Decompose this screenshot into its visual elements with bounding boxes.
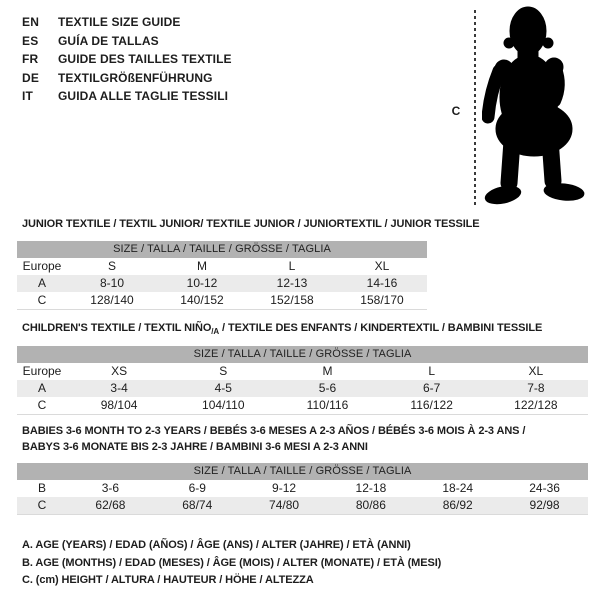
legend-notes bbox=[22, 537, 441, 590]
title-part: CHILDREN'S TEXTILE / TEXTIL NIÑO bbox=[22, 322, 212, 334]
cell: 158/170 bbox=[360, 293, 404, 307]
size-header-row bbox=[17, 346, 588, 363]
cell: 3-4 bbox=[67, 380, 171, 397]
cell: XL bbox=[528, 364, 544, 378]
cell: 8-10 bbox=[67, 275, 157, 292]
lang-code: ES bbox=[22, 33, 39, 48]
row-label: C bbox=[37, 293, 47, 307]
table-row bbox=[17, 380, 588, 397]
size-header-label: SIZE / TALLA / TAILLE / GRÖSSE / TAGLIA bbox=[17, 241, 427, 258]
cell: 74/80 bbox=[241, 497, 328, 515]
cell: 86/92 bbox=[414, 497, 501, 515]
lang-title: TEXTILGRÖßENFÜHRUNG bbox=[58, 70, 213, 85]
size-header-label: SIZE / TALLA / TAILLE / GRÖSSE / TAGLIA bbox=[17, 346, 588, 363]
lang-row-en bbox=[22, 13, 232, 32]
table-row bbox=[17, 363, 588, 380]
language-title-list bbox=[22, 13, 232, 106]
baby-figure bbox=[440, 0, 600, 215]
table-row bbox=[17, 480, 588, 497]
cell: 12-13 bbox=[247, 275, 337, 292]
cell: 68/74 bbox=[154, 497, 241, 515]
cell: 9-12 bbox=[272, 481, 297, 495]
lang-title: GUIDA ALLE TAGLIE TESSILI bbox=[58, 89, 229, 104]
cell: S bbox=[107, 259, 116, 273]
cell: L bbox=[428, 364, 435, 378]
cell: 5-6 bbox=[275, 380, 379, 397]
size-header-row bbox=[17, 241, 427, 258]
table-row bbox=[17, 258, 427, 275]
lang-row-it bbox=[22, 87, 232, 106]
cell: 152/158 bbox=[270, 293, 314, 307]
lang-title: GUÍA DE TALLAS bbox=[58, 33, 159, 48]
row-label: A bbox=[17, 275, 67, 292]
cell: 116/122 bbox=[410, 398, 453, 412]
title-part: / TEXTILE DES ENFANTS / KINDERTEXTIL / BAMBINI TESSILE bbox=[219, 322, 543, 334]
children-table-title bbox=[22, 320, 542, 340]
cell: L bbox=[288, 259, 296, 273]
row-label: A bbox=[17, 380, 67, 397]
lang-title: GUIDE DES TAILLES TEXTILE bbox=[58, 52, 232, 67]
cell: 3-6 bbox=[101, 481, 120, 495]
cell: 12-18 bbox=[355, 481, 387, 495]
table-row bbox=[17, 275, 427, 292]
table-row bbox=[17, 397, 588, 415]
height-measure-label: C bbox=[451, 104, 461, 118]
junior-size-table bbox=[17, 241, 427, 310]
baby-silhouette-shapes bbox=[484, 7, 585, 205]
row-label: C bbox=[17, 497, 67, 515]
cell: 98/104 bbox=[100, 398, 138, 412]
row-label: C bbox=[37, 398, 47, 412]
row-label: Europe bbox=[22, 259, 62, 273]
cell: 24-36 bbox=[529, 481, 560, 495]
cell: 104/110 bbox=[202, 398, 245, 412]
row-label: Europe bbox=[22, 364, 62, 378]
babies-table-title bbox=[22, 423, 582, 455]
cell: 80/86 bbox=[327, 497, 414, 515]
cell: 7-8 bbox=[484, 380, 588, 397]
babies-title-line1: BABIES 3-6 MONTH TO 2-3 YEARS / BEBÉS 3-6 MESES A 2-3 AÑOS / BÉBÉS 3-6 MOIS À 2-3 ANS / bbox=[22, 425, 526, 437]
cell: 10-12 bbox=[157, 275, 247, 292]
cell: 128/140 bbox=[90, 293, 134, 307]
cell: 4-5 bbox=[171, 380, 275, 397]
cell: 62/68 bbox=[67, 497, 154, 515]
cell: 18-24 bbox=[442, 481, 474, 495]
table-row bbox=[17, 497, 588, 515]
lang-row-fr bbox=[22, 50, 232, 69]
note-height-cm: C. (cm) HEIGHT / ALTURA / HAUTEUR / HÖHE / ALTEZZA bbox=[22, 574, 314, 586]
size-header-row bbox=[17, 463, 588, 480]
lang-code: IT bbox=[22, 89, 34, 104]
cell: 122/128 bbox=[514, 398, 558, 412]
cell: 6-9 bbox=[188, 481, 206, 495]
cell: M bbox=[322, 364, 333, 378]
lang-code: DE bbox=[22, 70, 40, 85]
cell: M bbox=[197, 259, 207, 273]
lang-code: EN bbox=[22, 15, 40, 30]
lang-row-de bbox=[22, 69, 232, 88]
lang-title: TEXTILE SIZE GUIDE bbox=[58, 15, 181, 30]
baby-silhouette bbox=[482, 5, 594, 205]
cell: XL bbox=[374, 259, 390, 273]
note-age-months: B. AGE (MONTHS) / EDAD (MESES) / ÂGE (MOIS) / ALTER (MONATE) / ETÀ (MESI) bbox=[22, 556, 442, 569]
cell: 110/116 bbox=[306, 398, 349, 412]
lang-code: FR bbox=[22, 52, 39, 67]
lang-row-es bbox=[22, 32, 232, 51]
title-subscript: /A bbox=[211, 327, 220, 337]
height-measure-dotted-line bbox=[474, 10, 476, 206]
cell: 14-16 bbox=[337, 275, 427, 292]
babies-title-line2: BABYS 3-6 MONATE BIS 2-3 JAHRE / BAMBINI 3-6 MESI A 2-3 ANNI bbox=[22, 441, 368, 453]
cell: 140/152 bbox=[180, 293, 224, 307]
table-row bbox=[17, 292, 427, 310]
size-header-label: SIZE / TALLA / TAILLE / GRÖSSE / TAGLIA bbox=[17, 463, 588, 480]
cell: 6-7 bbox=[380, 380, 484, 397]
row-label: B bbox=[37, 481, 46, 495]
cell: 92/98 bbox=[501, 497, 588, 515]
note-age-years: A. AGE (YEARS) / EDAD (AÑOS) / ÂGE (ANS) / ALTER (JAHRE) / ETÀ (ANNI) bbox=[22, 539, 411, 551]
children-size-table bbox=[17, 346, 588, 415]
junior-table-title: JUNIOR TEXTILE / TEXTIL JUNIOR/ TEXTILE JUNIOR / JUNIORTEXTIL / JUNIOR TESSILE bbox=[22, 218, 480, 230]
cell: XS bbox=[111, 364, 128, 378]
babies-size-table bbox=[17, 463, 588, 515]
cell: S bbox=[219, 364, 228, 378]
